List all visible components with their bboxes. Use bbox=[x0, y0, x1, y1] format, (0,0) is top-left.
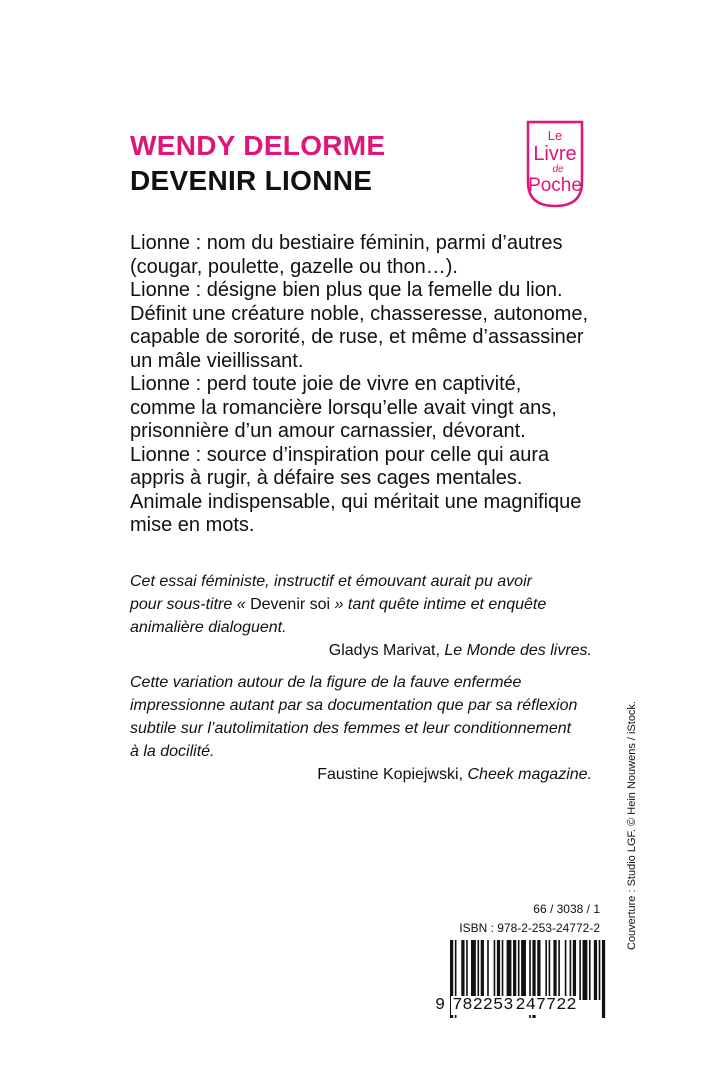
quote-author: Faustine Kopiejwski, bbox=[317, 766, 468, 783]
logo-text-poche: Poche bbox=[528, 175, 582, 196]
barcode-bar bbox=[461, 940, 464, 1000]
barcode-bar bbox=[549, 940, 551, 1000]
barcode-bar bbox=[497, 940, 500, 1000]
blurb-line: capable de sororité, de ruse, et même d’assassiner bbox=[130, 326, 584, 348]
barcode-group-1: 782253 bbox=[452, 996, 514, 1015]
barcode-bar bbox=[579, 940, 581, 1000]
reference-number: 66 / 3038 / 1 bbox=[533, 902, 600, 916]
quote-source: Cheek magazine. bbox=[467, 766, 592, 783]
quote-line: Cet essai féministe, instructif et émouvant aurait pu avoir bbox=[130, 573, 532, 590]
barcode-bar bbox=[502, 940, 504, 1000]
barcode-bar bbox=[513, 940, 516, 1000]
barcode-bar bbox=[565, 940, 567, 1000]
blurb-line: mise en mots. bbox=[130, 514, 255, 536]
barcode-bar bbox=[570, 940, 572, 1000]
cover-credit: Couverture : Studio LGF. © Hein Nouwens / iStock. bbox=[626, 701, 638, 950]
barcode-bar bbox=[494, 940, 496, 1000]
barcode-bar bbox=[573, 940, 576, 1000]
quote-line: à la docilité. bbox=[130, 743, 215, 760]
barcode-bar bbox=[558, 940, 560, 1000]
blurb-line: Animale indispensable, qui méritait une magnifique bbox=[130, 490, 582, 513]
quote-text: pour sous-titre « bbox=[130, 596, 251, 613]
quote-line bbox=[130, 593, 600, 616]
press-quote-2 bbox=[130, 671, 600, 786]
isbn: ISBN : 978-2-253-24772-2 bbox=[459, 921, 600, 935]
barcode-bar bbox=[487, 940, 489, 1000]
barcode-digits bbox=[435, 996, 605, 1015]
blurb-line: Lionne : nom du bestiaire féminin, parmi d’autres bbox=[130, 232, 563, 254]
barcode-bar bbox=[583, 940, 588, 1000]
logo-text-de: de bbox=[552, 164, 564, 175]
author-name: WENDY DELORME bbox=[130, 130, 386, 161]
barcode-bar bbox=[518, 940, 520, 1000]
barcode-bar bbox=[553, 940, 556, 1000]
barcode-group-2: 247722 bbox=[515, 996, 577, 1015]
publisher-logo bbox=[520, 120, 590, 208]
quote-line: impressionne autant par sa documentation que par sa réflexion bbox=[130, 697, 578, 714]
product-codes bbox=[440, 900, 600, 938]
quote-line: Cette variation autour de la figure de la fauve enfermée bbox=[130, 674, 522, 691]
barcode-bar bbox=[599, 940, 601, 1000]
barcode-first-digit: 9 bbox=[435, 996, 446, 1015]
quote-attribution bbox=[130, 639, 600, 662]
barcode-bar bbox=[471, 940, 476, 1000]
blurb-line: Définit une créature noble, chasseresse, autonome, bbox=[130, 302, 589, 325]
barcode-bar bbox=[594, 940, 597, 1000]
barcode-bar bbox=[466, 940, 468, 1000]
blurb-line: un mâle vieillissant. bbox=[130, 349, 304, 372]
quote-subtitle: Devenir soi bbox=[250, 596, 331, 613]
barcode-bar bbox=[481, 940, 484, 1000]
blurb-line: Lionne : désigne bien plus que la femelle du lion. bbox=[130, 279, 563, 301]
quote-attribution bbox=[130, 763, 600, 786]
barcode-bar bbox=[507, 940, 512, 1000]
book-title: DEVENIR LIONNE bbox=[130, 165, 373, 196]
blurb-line: Lionne : perd toute joie de vivre en captivité, bbox=[130, 373, 522, 395]
quote-text: » tant quête intime et enquête bbox=[330, 596, 547, 613]
quote-line: animalière dialoguent. bbox=[130, 619, 287, 636]
logo-text-livre: Livre bbox=[533, 143, 577, 165]
blurb-line: Lionne : source d’inspiration pour celle qui aura bbox=[130, 443, 550, 466]
back-cover-blurb bbox=[130, 232, 600, 538]
press-quote-1 bbox=[130, 570, 600, 662]
quote-line: subtile sur l’autolimitation des femmes et leur conditionnement bbox=[130, 720, 572, 737]
barcode-bar bbox=[537, 940, 540, 1000]
barcode-bar bbox=[545, 940, 547, 1000]
quote-author: Gladys Marivat, bbox=[328, 642, 445, 659]
logo-text-le: Le bbox=[547, 128, 563, 143]
barcode-bar bbox=[477, 940, 479, 1000]
blurb-line: prisonnière d’un amour carnassier, dévorant. bbox=[130, 420, 526, 442]
barcode-bar bbox=[589, 940, 591, 1000]
quote-source: Le Monde des livres. bbox=[444, 642, 592, 659]
blurb-line: (cougar, poulette, gazelle ou thon…). bbox=[130, 255, 458, 278]
barcode-bar bbox=[521, 940, 526, 1000]
blurb-line: comme la romancière lorsqu’elle avait vingt ans, bbox=[130, 396, 557, 419]
blurb-line: appris à rugir, à défaire ses cages mentales. bbox=[130, 467, 523, 489]
